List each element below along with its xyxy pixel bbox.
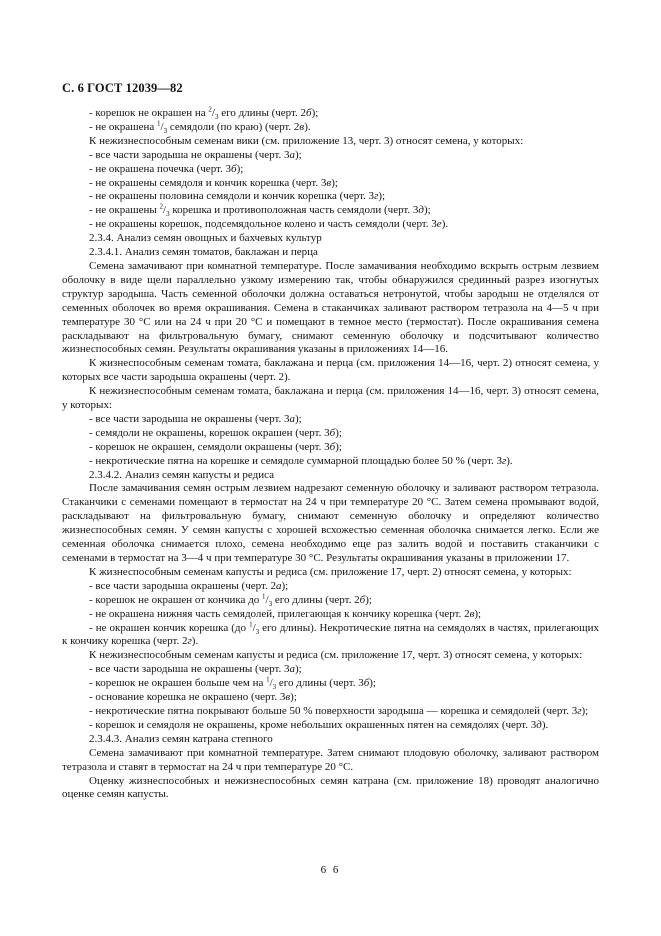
paragraph: Семена замачивают при комнатной температуре. После замачивания необходимо вскрыть острым лезвием оболочку в виде щели параллельно узкому измерению так, чтобы обнаружился срединный разрез изогнутых структур зародыша. Часть семенной оболочки должна оставаться нетронутой, чтобы зародыш не отделялся от семенных оболочек во время окрашивания. Семена в стаканчиках заливают раствором тетразола на 4—5 ч при температуре 30 °С или на 24 ч при 20 °С и помещают в темное место (термостат). После окрашивания семена раскладывают на фильтровальную бумагу, снимают семенную оболочку и подсчитывают количество жизнеспособных семян. Результаты окрашивания указаны в приложениях 14—16. <box>62 259 599 356</box>
paragraph: - не окрашены половина семядоли и кончик корешка (черт. 3г); <box>89 190 386 203</box>
paragraph: - корешок не окрашен от кончика до $^1/_3$ его длины (черт. 2б); <box>89 592 372 608</box>
section-heading: 2.3.4.2. Анализ семян капусты и редиса <box>89 468 274 481</box>
paragraph: К нежизнеспособным семенам капусты и редиса (см. приложение 17, черт. 3) относят семена, у которых: <box>89 649 583 662</box>
paragraph: - некротические пятна на корешке и семядоле суммарной площадью более 50 % (черт. 3г). <box>89 454 513 467</box>
section-heading: 2.3.4. Анализ семян овощных и бахчевых культур <box>89 232 322 245</box>
paragraph: - все части зародыша не окрашены (черт. 3а); <box>89 663 302 676</box>
paragraph: - корешок и семядоля не окрашены, кроме небольших окрашенных пятен на семядолях (черт. 3д). <box>89 718 549 731</box>
paragraph: - не окрашены семядоля и кончик корешка (черт. 3в); <box>89 176 338 189</box>
paragraph: - не окрашена почечка (черт. 3б); <box>89 162 244 175</box>
section-heading: 2.3.4.1. Анализ семян томатов, баклажан и перца <box>89 246 318 259</box>
paragraph: После замачивания семян острым лезвием надрезают семенную оболочку и заливают раствором тетразола. Стаканчики с семенами помещают в термостат на 24 ч при температуре 20 °С. Затем семена промывают водой, раскладывают на фильтровальную бумагу, снимают семенную оболочку и определяют количество жизнеспособных семян. У семян капусты с хорошей всхожестью семенная оболочка снимается легко. Если же семенная оболочка снимается плохо, семена необходимо еще раз залить водой и поставить стаканчики с семенами в термостат на 3—4 ч при температуре 30 °С. Результаты окрашивания указаны в приложении 17. <box>62 482 599 564</box>
paragraph: - корешок не окрашен на $^2/_3$ его длины (черт. 2б); <box>89 105 319 122</box>
paragraph: К жизнеспособным семенам томата, баклажана и перца (см. приложения 14—16, черт. 2) относят семена, у которых все части зародыша окрашены (черт. 2). <box>62 357 599 384</box>
paragraph: - корешок не окрашен, семядоли окрашены (черт. 3б); <box>89 440 342 453</box>
paragraph: - не окрашена $^1/_3$ семядоли (по краю) (черт. 2в). <box>89 119 311 136</box>
paragraph: Семена замачивают при комнатной температуре. Затем снимают плодовую оболочку, заливают раствором тетразола и ставят в термостат на 24 ч при температуре 20 °С. <box>62 746 599 773</box>
page-header: С. 6 ГОСТ 12039—82 <box>62 81 183 95</box>
paragraph: - все части зародыша окрашены (черт. 2а); <box>89 579 289 592</box>
paragraph: К нежизнеспособным семенам вики (см. приложение 13, черт. 3) относят семена, у которых: <box>89 134 524 147</box>
paragraph: - не окрашены корешок, подсемядольное колено и часть семядоли (черт. 3е). <box>89 218 449 231</box>
paragraph: - некротические пятна покрывают больше 50 % поверхности зародыша — корешка и семядолей (черт. 3г); <box>89 704 589 717</box>
paragraph: - корешок не окрашен больше чем на $^1/_3$ его длины (черт. 3б); <box>89 675 376 692</box>
document-body <box>62 107 599 802</box>
paragraph: - семядоли не окрашены, корешок окрашен (черт. 3б); <box>89 426 342 439</box>
paragraph: - не окрашена нижняя часть семядолей, прилегающая к кончику корешка (черт. 2в); <box>89 607 482 620</box>
paragraph: - не окрашен кончик корешка (до $^1/_3$ его длины). Некротические пятна на семядолях в частях, прилегающих к кончику корешка (черт. 2г). <box>62 619 599 648</box>
paragraph: - не окрашены $^2/_3$ корешка и противоположная часть семядоли (черт. 3д); <box>89 202 431 219</box>
section-heading: 2.3.4.3. Анализ семян катрана степного <box>89 732 273 745</box>
paragraph: - все части зародыша не окрашены (черт. 3а); <box>89 412 302 425</box>
paragraph: - основание корешка не окрашено (черт. 3в); <box>89 691 297 704</box>
page-number: 6 6 <box>320 864 341 876</box>
paragraph: Оценку жизнеспособных и нежизнеспособных семян катрана (см. приложение 18) проводят аналогично оценке семян капусты. <box>62 774 599 801</box>
paragraph: К нежизнеспособным семенам томата, баклажана и перца (см. приложения 14—16, черт. 3) относят семена, у которых: <box>62 385 599 412</box>
paragraph: К жизнеспособным семенам капусты и редиса (см. приложение 17, черт. 2) относят семена, у которых: <box>89 565 572 578</box>
paragraph: - все части зародыша не окрашены (черт. 3а); <box>89 148 302 161</box>
